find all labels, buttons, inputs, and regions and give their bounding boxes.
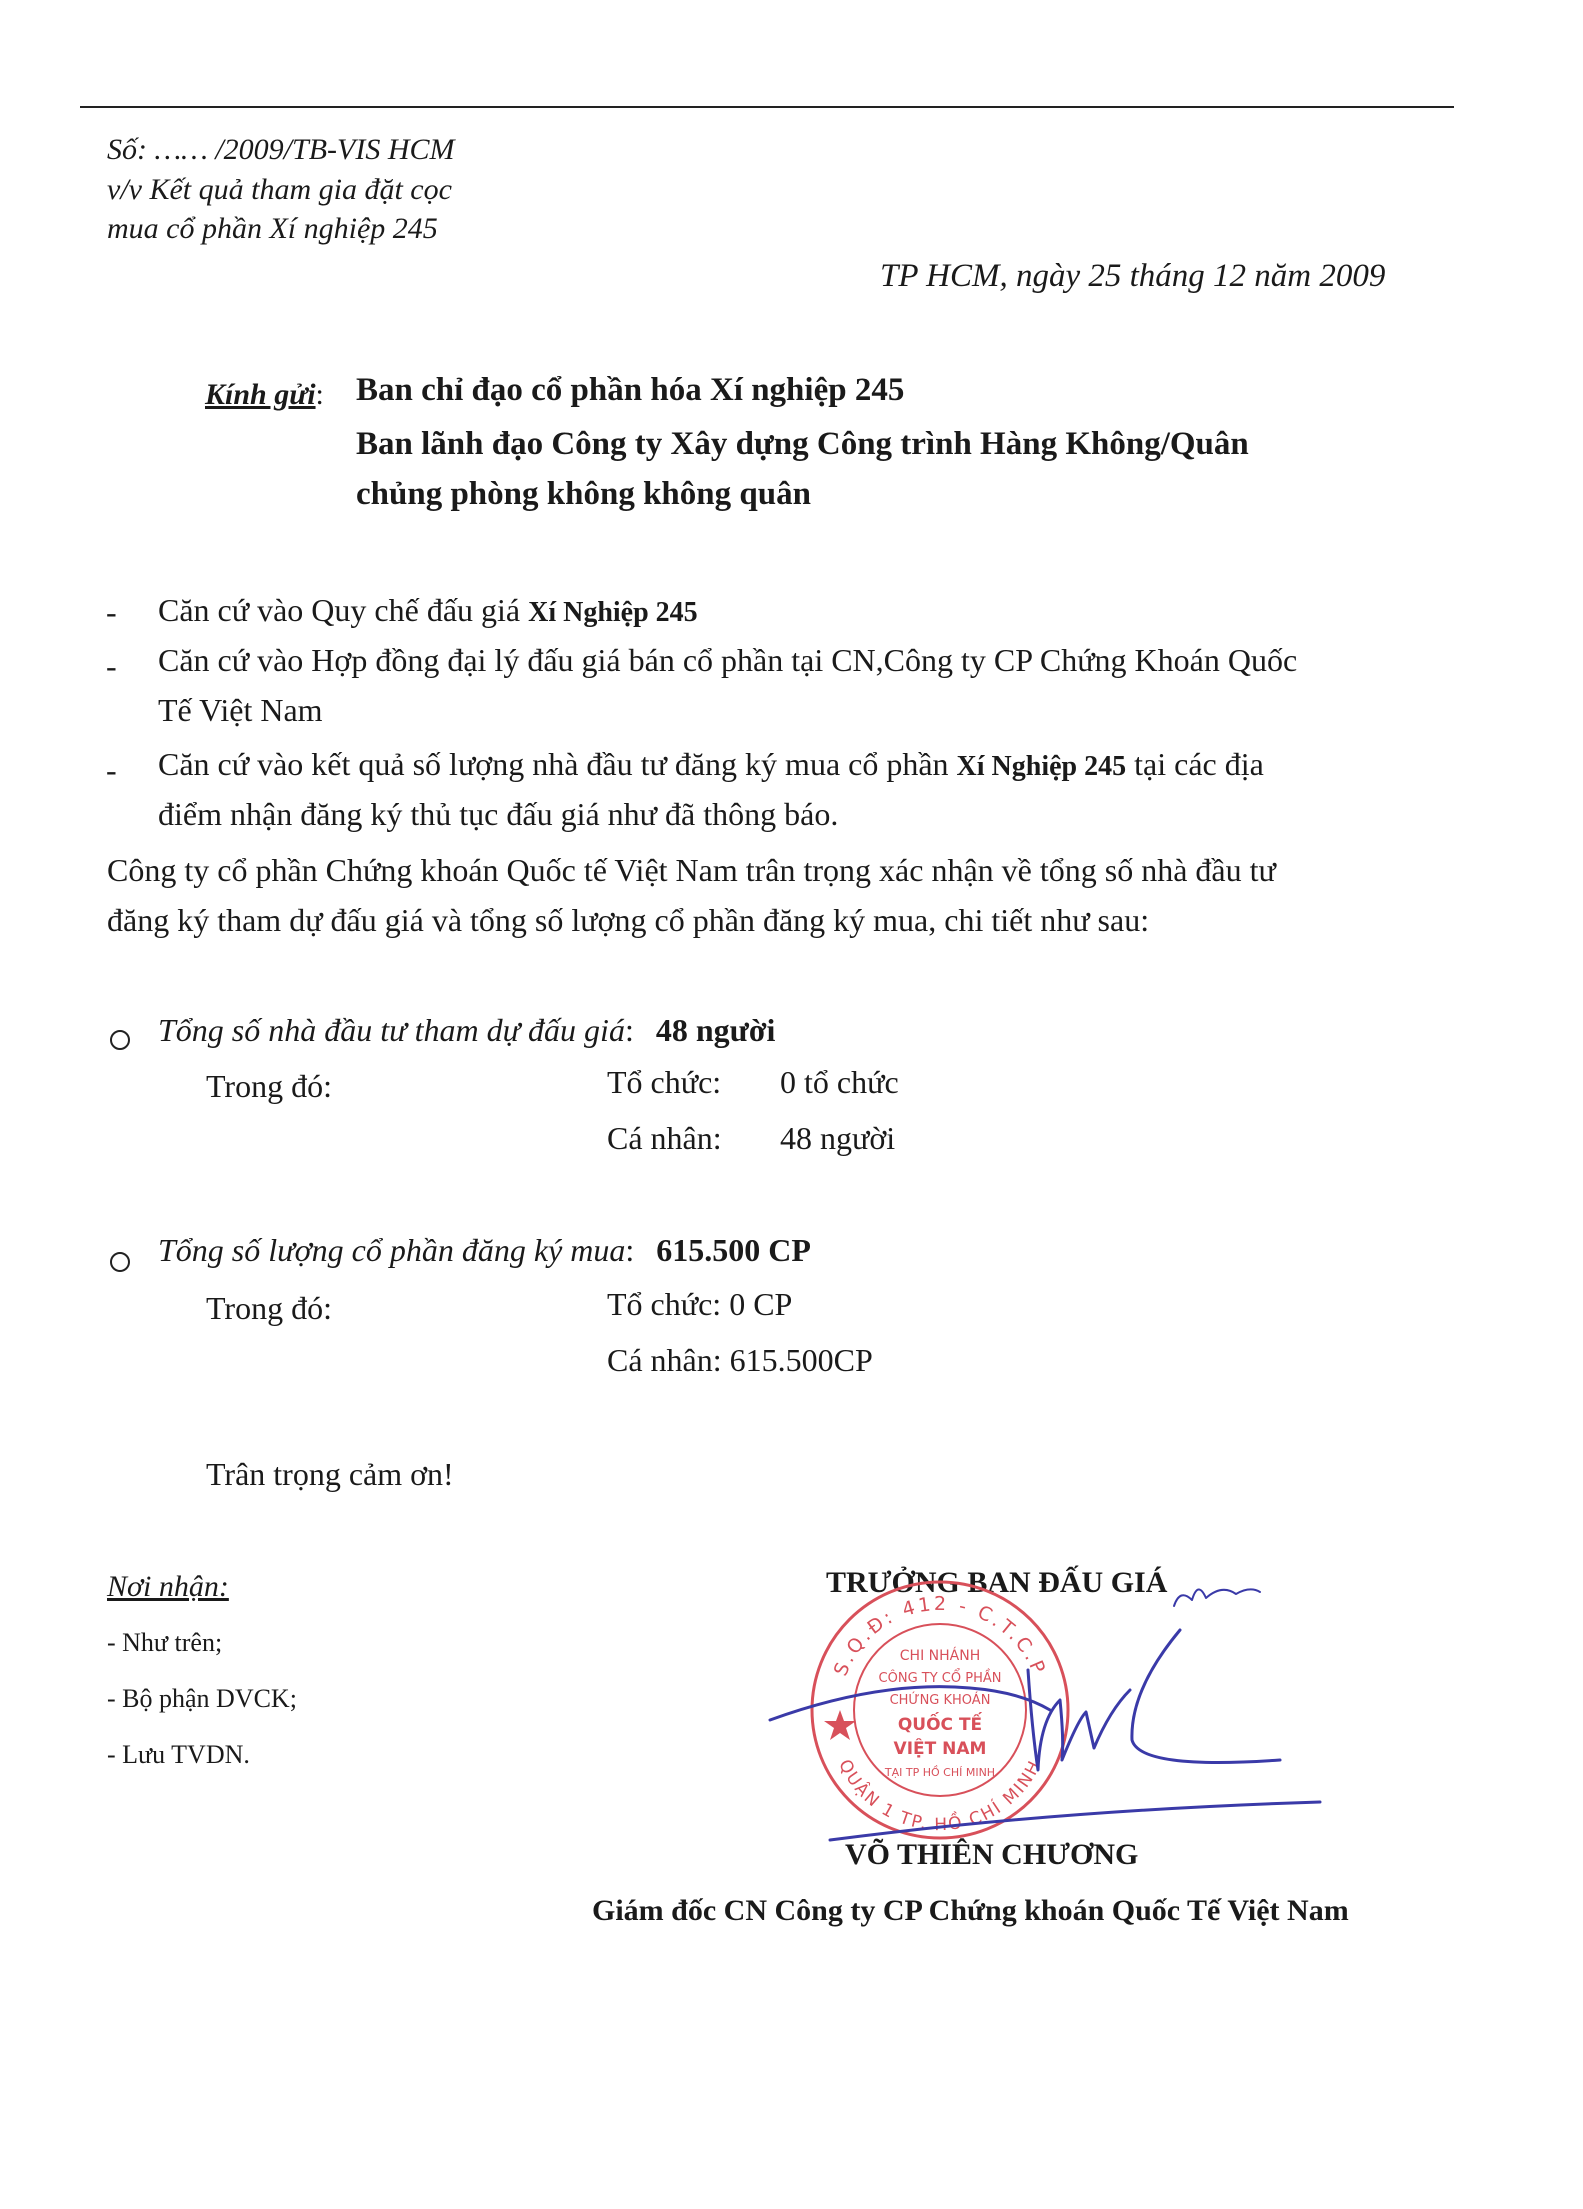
recipient-line-1: Ban chỉ đạo cổ phần hóa Xí nghiệp 245 (356, 372, 905, 408)
basis-1-text: Căn cứ vào Quy chế đấu giá (158, 592, 529, 628)
intro-line-1: Công ty cổ phần Chứng khoán Quốc tế Việt Nam trân trọng xác nhận về tổng số nhà đầu tư (107, 852, 1276, 888)
subject-line-2: mua cổ phần Xí nghiệp 245 (107, 212, 438, 245)
investors-org-label: Tổ chức: (607, 1064, 722, 1100)
basis-3-line-1 (158, 746, 1264, 783)
basis-2-line-2: Tế Việt Nam (158, 692, 323, 728)
stamp-line-6: TẠI TP HỒ CHÍ MINH (884, 1766, 996, 1779)
basis-3-line-2: điểm nhận đăng ký thủ tục đấu giá như đã thông báo. (158, 796, 839, 832)
shares-total: 615.500 CP (656, 1232, 811, 1268)
basis-3-text-b: tại các địa (1126, 746, 1264, 782)
subject-line-1: v/v Kết quả tham gia đặt cọc (107, 173, 452, 206)
distribution-item-1: - Như trên; (107, 1628, 223, 1657)
investors-bullet (110, 1030, 130, 1050)
shares-org: Tổ chức: 0 CP (607, 1286, 793, 1322)
shares-within: Trong đó: (206, 1290, 332, 1326)
doc-number: Số: …… /2009/TB-VIS HCM (107, 133, 455, 166)
basis-3-text-a: Căn cứ vào kết quả số lượng nhà đầu tư đăng ký mua cổ phần (158, 746, 957, 782)
investors-colon: : (624, 1012, 634, 1048)
signature-title: TRƯỞNG BAN ĐẤU GIÁ (826, 1566, 1168, 1599)
investors-heading (158, 1012, 775, 1049)
shares-label: Tổng số lượng cổ phần đăng ký mua (158, 1232, 626, 1268)
investors-label: Tổng số nhà đầu tư tham dự đấu giá (158, 1012, 625, 1048)
investors-within: Trong đó: (206, 1068, 332, 1104)
stamp-ring-bottom: QUẬN 1 TP. HỒ CHÍ MINH (834, 1756, 1046, 1836)
handwritten-signature (760, 1570, 1340, 1870)
shares-ind: Cá nhân: 615.500CP (607, 1342, 873, 1378)
basis-2-dash: - (106, 648, 117, 684)
shares-heading (158, 1232, 811, 1269)
basis-1 (158, 592, 698, 629)
stamp-line-1: CHI NHÁNH (899, 1648, 981, 1664)
investors-org-value: 0 tổ chức (780, 1064, 899, 1100)
distribution-item-3: - Lưu TVDN. (107, 1740, 250, 1769)
distribution-title: Nơi nhận: (107, 1570, 229, 1603)
shares-bullet (110, 1252, 130, 1272)
stamp-line-3: CHỨNG KHOÁN (889, 1693, 991, 1708)
investors-ind-label: Cá nhân: (607, 1120, 722, 1156)
recipient-colon: : (315, 378, 324, 411)
shares-colon: : (625, 1232, 635, 1268)
stamp-ring-text: S.Q.Đ: 412 - C.T.C.P (829, 1592, 1051, 1680)
stamp-line-2: CÔNG TY CỔ PHẦN (878, 1671, 1002, 1686)
stamp-line-4: QUỐC TẾ (897, 1715, 983, 1735)
closing-text: Trân trọng cảm ơn! (206, 1456, 454, 1492)
signature-stroke-right (1132, 1630, 1280, 1763)
recipient-label (205, 378, 324, 412)
recipient-line-2: Ban lãnh đạo Công ty Xây dựng Công trình Hàng Không/Quân (356, 426, 1249, 462)
recipient-line-3: chủng phòng không không quân (356, 476, 811, 512)
signature-stroke-middle (1028, 1670, 1130, 1770)
signature-initials (1174, 1589, 1260, 1606)
stamp-line-5: VIỆT NAM (893, 1739, 987, 1759)
signer-name: VÕ THIÊN CHƯƠNG (845, 1838, 1139, 1871)
intro-line-2: đăng ký tham dự đấu giá và tổng số lượng cổ phần đăng ký mua, chi tiết như sau: (107, 902, 1150, 938)
investors-ind-value: 48 người (780, 1120, 896, 1156)
signer-position: Giám đốc CN Công ty CP Chứng khoán Quốc Tế Việt Nam (592, 1894, 1349, 1927)
basis-1-bold: Xí Nghiệp 245 (528, 597, 698, 628)
basis-2-line-1: Căn cứ vào Hợp đồng đại lý đấu giá bán cổ phần tại CN,Công ty CP Chứng Khoán Quốc (158, 642, 1298, 678)
recipient-label-text: Kính gửi (205, 378, 316, 411)
signature-underline (830, 1802, 1320, 1840)
basis-3-bold: Xí Nghiệp 245 (956, 751, 1127, 782)
date-line: TP HCM, ngày 25 tháng 12 năm 2009 (880, 258, 1386, 294)
distribution-item-2: - Bộ phận DVCK; (107, 1684, 297, 1713)
header-rule (80, 106, 1454, 108)
basis-3-dash: - (106, 752, 117, 788)
basis-1-dash: - (106, 594, 117, 630)
signature-stroke-left (770, 1687, 1050, 1720)
investors-total: 48 người (655, 1012, 776, 1048)
